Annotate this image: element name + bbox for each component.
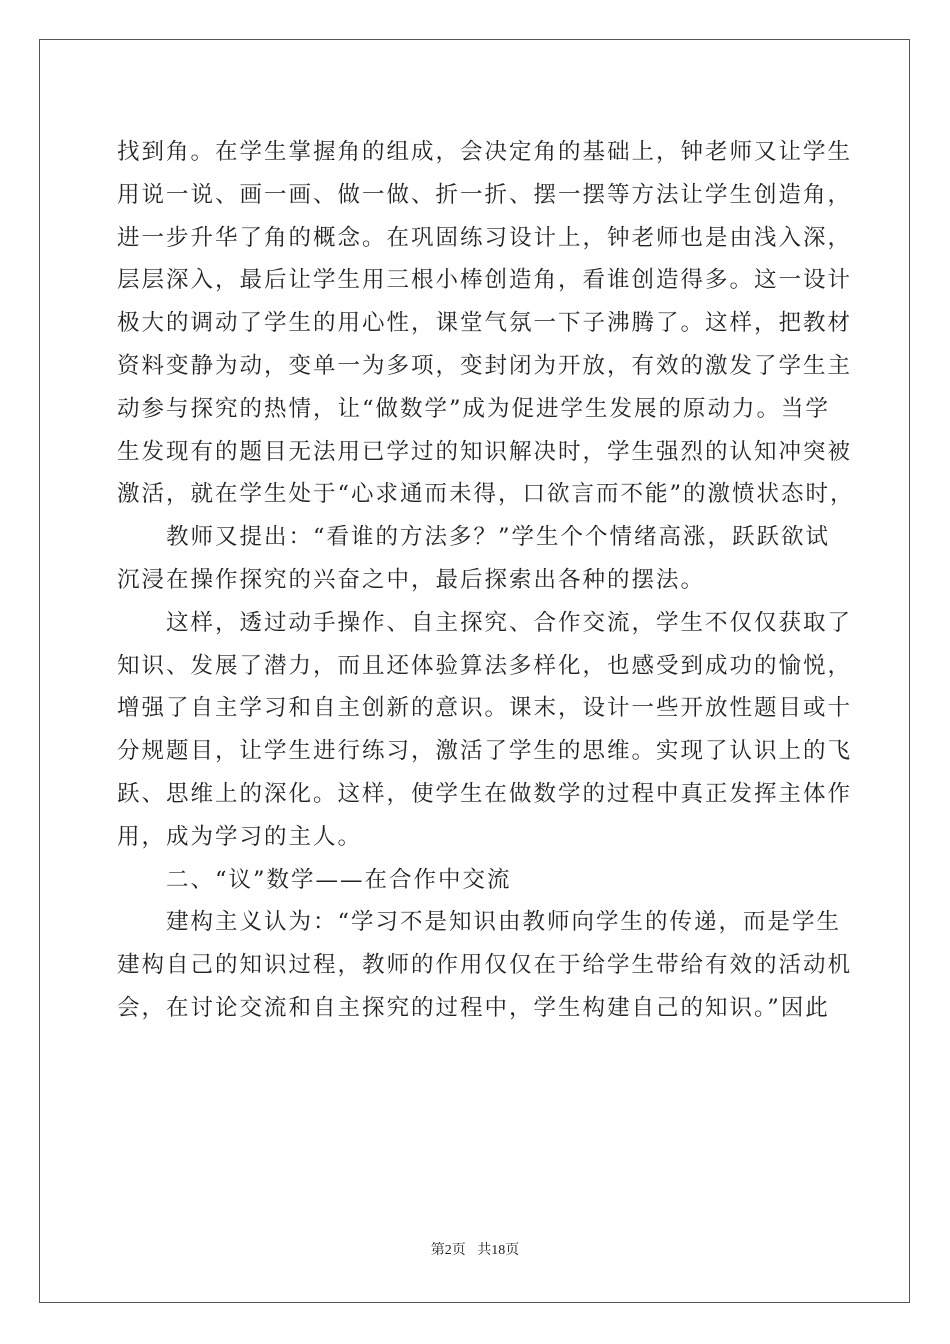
text-line: 激活，就在学生处于“心求通而未得，口欲言而不能”的激愤状态时， — [117, 481, 855, 508]
text-line: 极大的调动了学生的用心性，课堂气氛一下子沸腾了。这样，把教材 — [117, 310, 853, 337]
text-line: 建构主义认为：“学习不是知识由教师向学生的传递，而是学生 — [117, 909, 842, 936]
text-line: 会，在讨论交流和自主探究的过程中，学生构建自己的知识。”因此 — [117, 994, 830, 1021]
text-line: 教师又提出：“看谁的方法多？”学生个个情绪高涨，跃跃欲试 — [117, 524, 831, 551]
page-footer — [0, 1239, 950, 1259]
text-line: 动参与探究的热情，让“做数学”成为促进学生发展的原动力。当学 — [117, 395, 831, 422]
text-line: 用，成为学习的主人。 — [117, 823, 363, 850]
text-line: 这样，透过动手操作、自主探究、合作交流，学生不仅仅获取了 — [117, 609, 853, 636]
text-line: 跃、思维上的深化。这样，使学生在做数学的过程中真正发挥主体作 — [117, 780, 853, 807]
text-line: 进一步升华了角的概念。在巩固练习设计上，钟老师也是由浅入深， — [117, 224, 853, 251]
text-line: 找到角。在学生掌握角的组成，会决定角的基础上，钟老师又让学生 — [117, 139, 853, 165]
text-line: 用说一说、画一画、做一做、折一折、摆一摆等方法让学生创造角， — [117, 181, 853, 208]
text-line: 资料变静为动，变单一为多项，变封闭为开放，有效的激发了学生主 — [117, 352, 853, 379]
text-line: 知识、发展了潜力，而且还体验算法多样化，也感受到成功的愉悦， — [117, 652, 853, 679]
section-heading: 二、“议”数学——在合作中交流 — [117, 866, 512, 893]
text-line: 增强了自主学习和自主创新的意识。课末，设计一些开放性题目或十 — [117, 695, 853, 722]
text-line: 沉浸在操作探究的兴奋之中，最后探索出各种的摆法。 — [117, 566, 706, 593]
text-line: 生发现有的题目无法用已学过的知识解决时，学生强烈的认知冲突被 — [117, 438, 853, 465]
document-body — [117, 131, 855, 1030]
page-total: 共18页 — [477, 1243, 520, 1258]
text-line: 建构自己的知识过程，教师的作用仅仅在于给学生带给有效的活动机 — [117, 952, 853, 979]
page-number: 第2页 — [430, 1243, 466, 1258]
text-line: 分规题目，让学生进行练习，激活了学生的思维。实现了认识上的飞 — [117, 738, 853, 765]
text-line: 层层深入，最后让学生用三根小棒创造角，看谁创造得多。这一设计 — [117, 267, 853, 294]
